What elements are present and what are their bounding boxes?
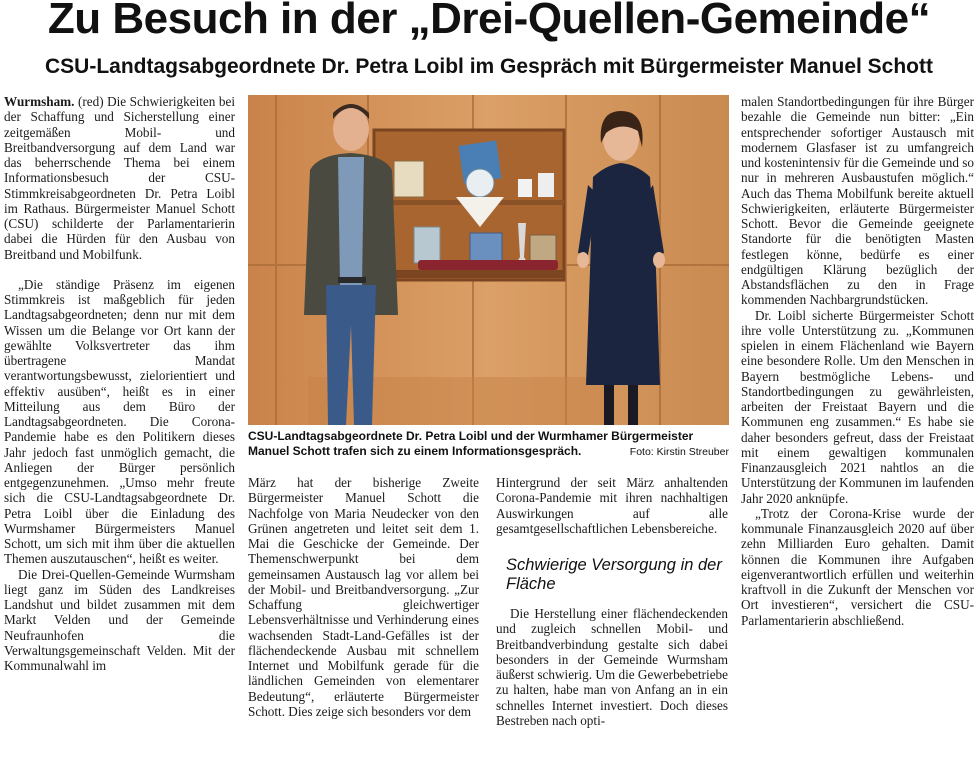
column-4 (741, 94, 974, 628)
paragraph: „Trotz der Corona-Krise wurde der kommunale Finanzausgleich 2020 auf über zehn Milliarden Euro gehalten. Damit können die Kommunen ihre Aufgaben eigenverantwortlich erfüllen und weiterhin kraftvoll in die Zukunft der Menschen vor Ort investieren“, versichert die CSU-Parlamentarierin abschließend. (741, 505, 974, 628)
paragraph-intro (4, 94, 235, 262)
emblem-plate (466, 169, 494, 197)
headline: Zu Besuch in der „Drei-Quellen-Gemeinde“ (47, 0, 931, 43)
paragraph: Dr. Loibl sicherte Bürgermeister Schott ihre volle Unterstützung zu. „Kommunen spielen in einem Flächenland wie Bayern eine besondere Rolle. Um den Menschen in Bayern bestmögliche Lebens- und Standortbedingungen zu gewährleisten, arbeiten der Freistaat Bayern und die Kommunen eng zusammen.“ Es habe sie daher besonders gefreut, dass der Freistaat mit einem gewaltigen kommunalen Finanzausgleich 2021 nahtlos an die Unterstützung der Kommunen im laufenden Jahr 2020 anknüpfe. (741, 307, 974, 506)
column-1 (4, 94, 235, 673)
picture-frame (530, 235, 556, 263)
mug (518, 179, 532, 197)
paragraph: Hintergrund der seit März anhaltenden Corona-Pandemie mit ihren nachhaltigen Auswirkungen auf alle gesamtgesellschaftlichen Lebensbereiche. (496, 475, 728, 536)
paragraph: Die Drei-Quellen-Gemeinde Wurmsham liegt ganz im Süden des Landkreises Landshut und bildet zusammen mit dem Markt Velden und der Gemeinde Neufraunhofen die Verwaltungsgemeinschaft Velden. Mit der Kommunalwahl im (4, 566, 235, 673)
picture-frame (470, 233, 502, 263)
paragraph: Die Herstellung einer flächendeckenden und zugleich schnellen Mobil- und Breitbandverbindung gestalte sich dabei besonders in der Gemeinde Wurmsham äußerst schwierig. Um die Gewerbebetriebe zu halten, habe man von Anfang an in ein schnelles Internet investiert. Doch dieses Bestreben nach opti- (496, 606, 728, 728)
photo-illustration (248, 95, 729, 425)
column-3 (496, 475, 728, 728)
shelf-board (374, 270, 564, 278)
article-photo (248, 95, 729, 425)
picture-frame (394, 161, 424, 197)
photo-caption (248, 429, 729, 460)
dateline: Wurmsham. (4, 94, 75, 109)
column-2 (248, 475, 479, 719)
section-subheading: Schwierige Versorgung in der Fläche (506, 556, 722, 593)
photo-credit: Foto: Kirstin Streuber (629, 446, 729, 458)
subheadline: CSU-Landtagsabgeordnete Dr. Petra Loibl im Gespräch mit Bürgermeister Manuel Schott (44, 55, 933, 78)
paragraph-text: (red) Die Schwierigkeiten bei der Schaffung und Sicherstellung einer zeitgemäßen Mobil- und Breitbandversorgung auf dem Land war das beherrschende Thema bei einem Informationsbesuch der CSU-Stimmkreisabgeordneten Dr. Petra Loibl im Rathaus. Bürgermeister Manuel Schott (CSU) schilderte der Parlamentarierin dabei die Hürden für den Ausbau von Breitband und Mobilfunk. (4, 94, 235, 262)
paragraph: malen Standortbedingungen für ihre Bürger bezahle die Gemeinde nun bitter: „Ein entsprechender sofortiger Austausch mit modernem Glasfaser ist zu umfangreich und kostenintensiv für die Gemeinde und so nur in mehreren Ausbaustufen möglich.“ Auch das Thema Mobilfunk bereite aktuell Schwierigkeiten, erläuterte Bürgermeister Schott. Bevor die Gemeinde geeignete Standorte für die benötigten Masten festlegen könne, bedürfe es einer endgültigen Klärung bezüglich der Abstandsflächen zu den in Frage kommenden Nachbargrundstücken. (741, 94, 974, 308)
book (414, 227, 440, 263)
paragraph: „Die ständige Präsenz im eigenen Stimmkreis ist maßgeblich für jeden Landtagsabgeordneten; denn nur mit dem Wissen um die Belange vor Ort kann der gewählte Volksvertreter das ihm übertragene Mandat verantwortungsbewusst, zielorientiert und effektiv ausüben“, heißt es in einer Mitteilung aus dem Büro der Landtagsabgeordneten. Die Corona-Pandemie habe es den Politikern dieses Jahr jedoch fast unmöglich gemacht, die Anliegen der Bürger persönlich entgegenzunehmen. „Umso mehr freute sich die CSU-Landtagsabgeordnete Dr. Petra Loibl über die Einladung des Wurmshamer Bürgermeisters Manuel Schott, um sich mit ihm über die aktuellen Themen auszutauschen“, heißt es weiter. (4, 276, 235, 567)
red-cloth (418, 260, 558, 270)
caption-text: CSU-Landtagsabgeordnete Dr. Petra Loibl und der Wurmhamer Bürgermeister Manuel Schott trafen sich zu einem Informationsgespräch. (248, 429, 694, 458)
mug (538, 173, 554, 197)
paragraph: März hat der bisherige Zweite Bürgermeister Manuel Schott die Nachfolge von Maria Neudecker von den Grünen angetreten und leitet seit dem 1. Mai die Geschicke der Gemeinde. Der Themenschwerpunkt bei dem gemeinsamen Austausch lag vor allem bei der Mobil- und Breitbandversorgung. „Zur Schaffung gleichwertiger Lebensverhältnisse und Verhinderung eines wachsenden Stadt-Land-Gefälles ist der flächendeckende Ausbau mit schnellem Internet und Mobilfunk gerade für die ländlichen Gemeinden von elementarer Bedeutung“, erläuterte Bürgermeister Schott. Dies zeige sich besonders vor dem (248, 475, 479, 719)
